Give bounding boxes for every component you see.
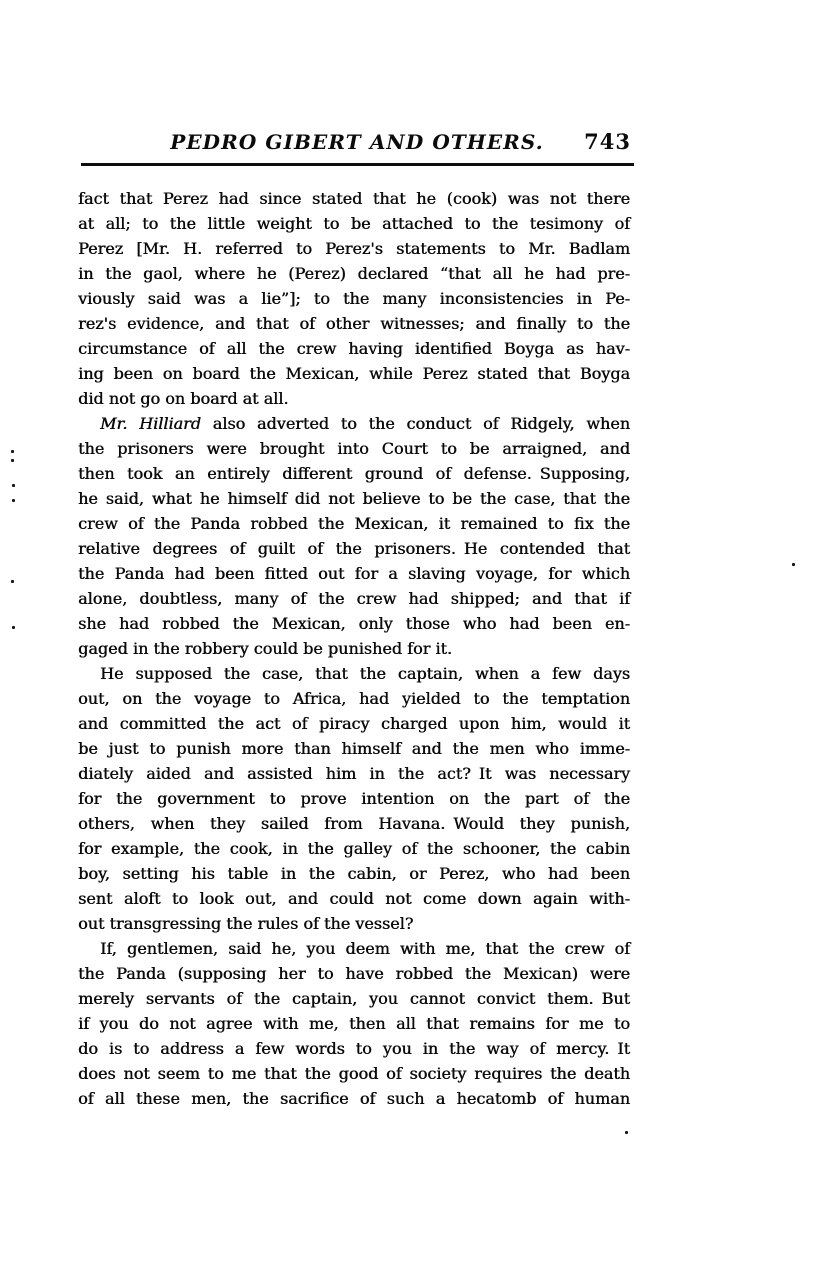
text-line: ing been on board the Mexican, while Perez stated that Boyga [78,364,630,383]
text-line: if you do not agree with me, then all that remains for me to [78,1014,630,1033]
text-line: fact that Perez had since stated that he (cook) was not there [78,189,630,208]
body-text [78,186,630,1111]
text-line: then took an entirely different ground of defense. Supposing, [78,464,630,483]
running-title: PEDRO GIBERT AND OTHERS. [170,130,544,154]
text-line: out transgressing the rules of the vessel? [78,914,414,933]
scan-speck [11,450,14,453]
scan-speck [625,1131,628,1134]
text-line: in the gaol, where he (Perez) declared “that all he had pre- [78,264,630,283]
text-line: crew of the Panda robbed the Mexican, it remained to fix the [78,514,630,533]
text-line: merely servants of the captain, you cannot convict them. But [78,989,630,1008]
header-rule [81,163,634,166]
text-line: for example, the cook, in the galley of the schooner, the cabin [78,839,630,858]
text-line: relative degrees of guilt of the prisoners. He contended that [78,539,630,558]
text-line: did not go on board at all. [78,389,289,408]
text-line: sent aloft to look out, and could not come down again with- [78,889,630,908]
paragraph [78,661,630,936]
scan-speck [12,499,15,502]
text-line: circumstance of all the crew having identified Boyga as hav- [78,339,630,358]
scan-speck [11,580,14,583]
text-line: rez's evidence, and that of other witnesses; and finally to the [78,314,630,333]
text-line: He supposed the case, that the captain, when a few days [100,664,630,683]
text-line: he said, what he himself did not believe to be the case, that the [78,489,630,508]
text-line: alone, doubtless, many of the crew had shipped; and that if [78,589,630,608]
text-line: the Panda had been fitted out for a slaving voyage, for which [78,564,630,583]
text-line: at all; to the little weight to be attached to the tesimony of [78,214,630,233]
text-line: does not seem to me that the good of society requires the death [78,1064,630,1083]
page-number: 743 [584,129,631,154]
text-line: do is to address a few words to you in the way of mercy. It [78,1039,630,1058]
text-line: the prisoners were brought into Court to be arraigned, and [78,439,630,458]
scan-speck [12,626,15,629]
text-line: for the government to prove intention on the part of the [78,789,630,808]
text-line: of all these men, the sacrifice of such a hecatomb of human [78,1089,630,1108]
paragraph [78,936,630,1111]
text-line: Mr. Hilliard also adverted to the conduct of Ridgely, when [100,414,630,433]
text-line: If, gentlemen, said he, you deem with me, that the crew of [100,939,630,958]
speaker-name: Mr. Hilliard [100,414,201,433]
scan-speck [11,459,14,462]
text-line: and committed the act of piracy charged upon him, would it [78,714,630,733]
text-line: she had robbed the Mexican, only those who had been en- [78,614,630,633]
paragraph [78,186,630,411]
text-line: others, when they sailed from Havana. Would they punish, [78,814,630,833]
text-line: gaged in the robbery could be punished for it. [78,639,452,658]
text-line: out, on the voyage to Africa, had yielded to the temptation [78,689,630,708]
text-line: be just to punish more than himself and the men who imme- [78,739,630,758]
text-line: boy, setting his table in the cabin, or Perez, who had been [78,864,630,883]
scan-speck [792,563,795,566]
text-line: the Panda (supposing her to have robbed the Mexican) were [78,964,630,983]
text-line: Perez [Mr. H. referred to Perez's statements to Mr. Badlam [78,239,630,258]
paragraph [78,411,630,661]
text-line: diately aided and assisted him in the act? It was necessary [78,764,630,783]
scan-speck [12,484,15,487]
text-line: viously said was a lie”]; to the many inconsistencies in Pe- [78,289,630,308]
page-header [81,126,633,160]
